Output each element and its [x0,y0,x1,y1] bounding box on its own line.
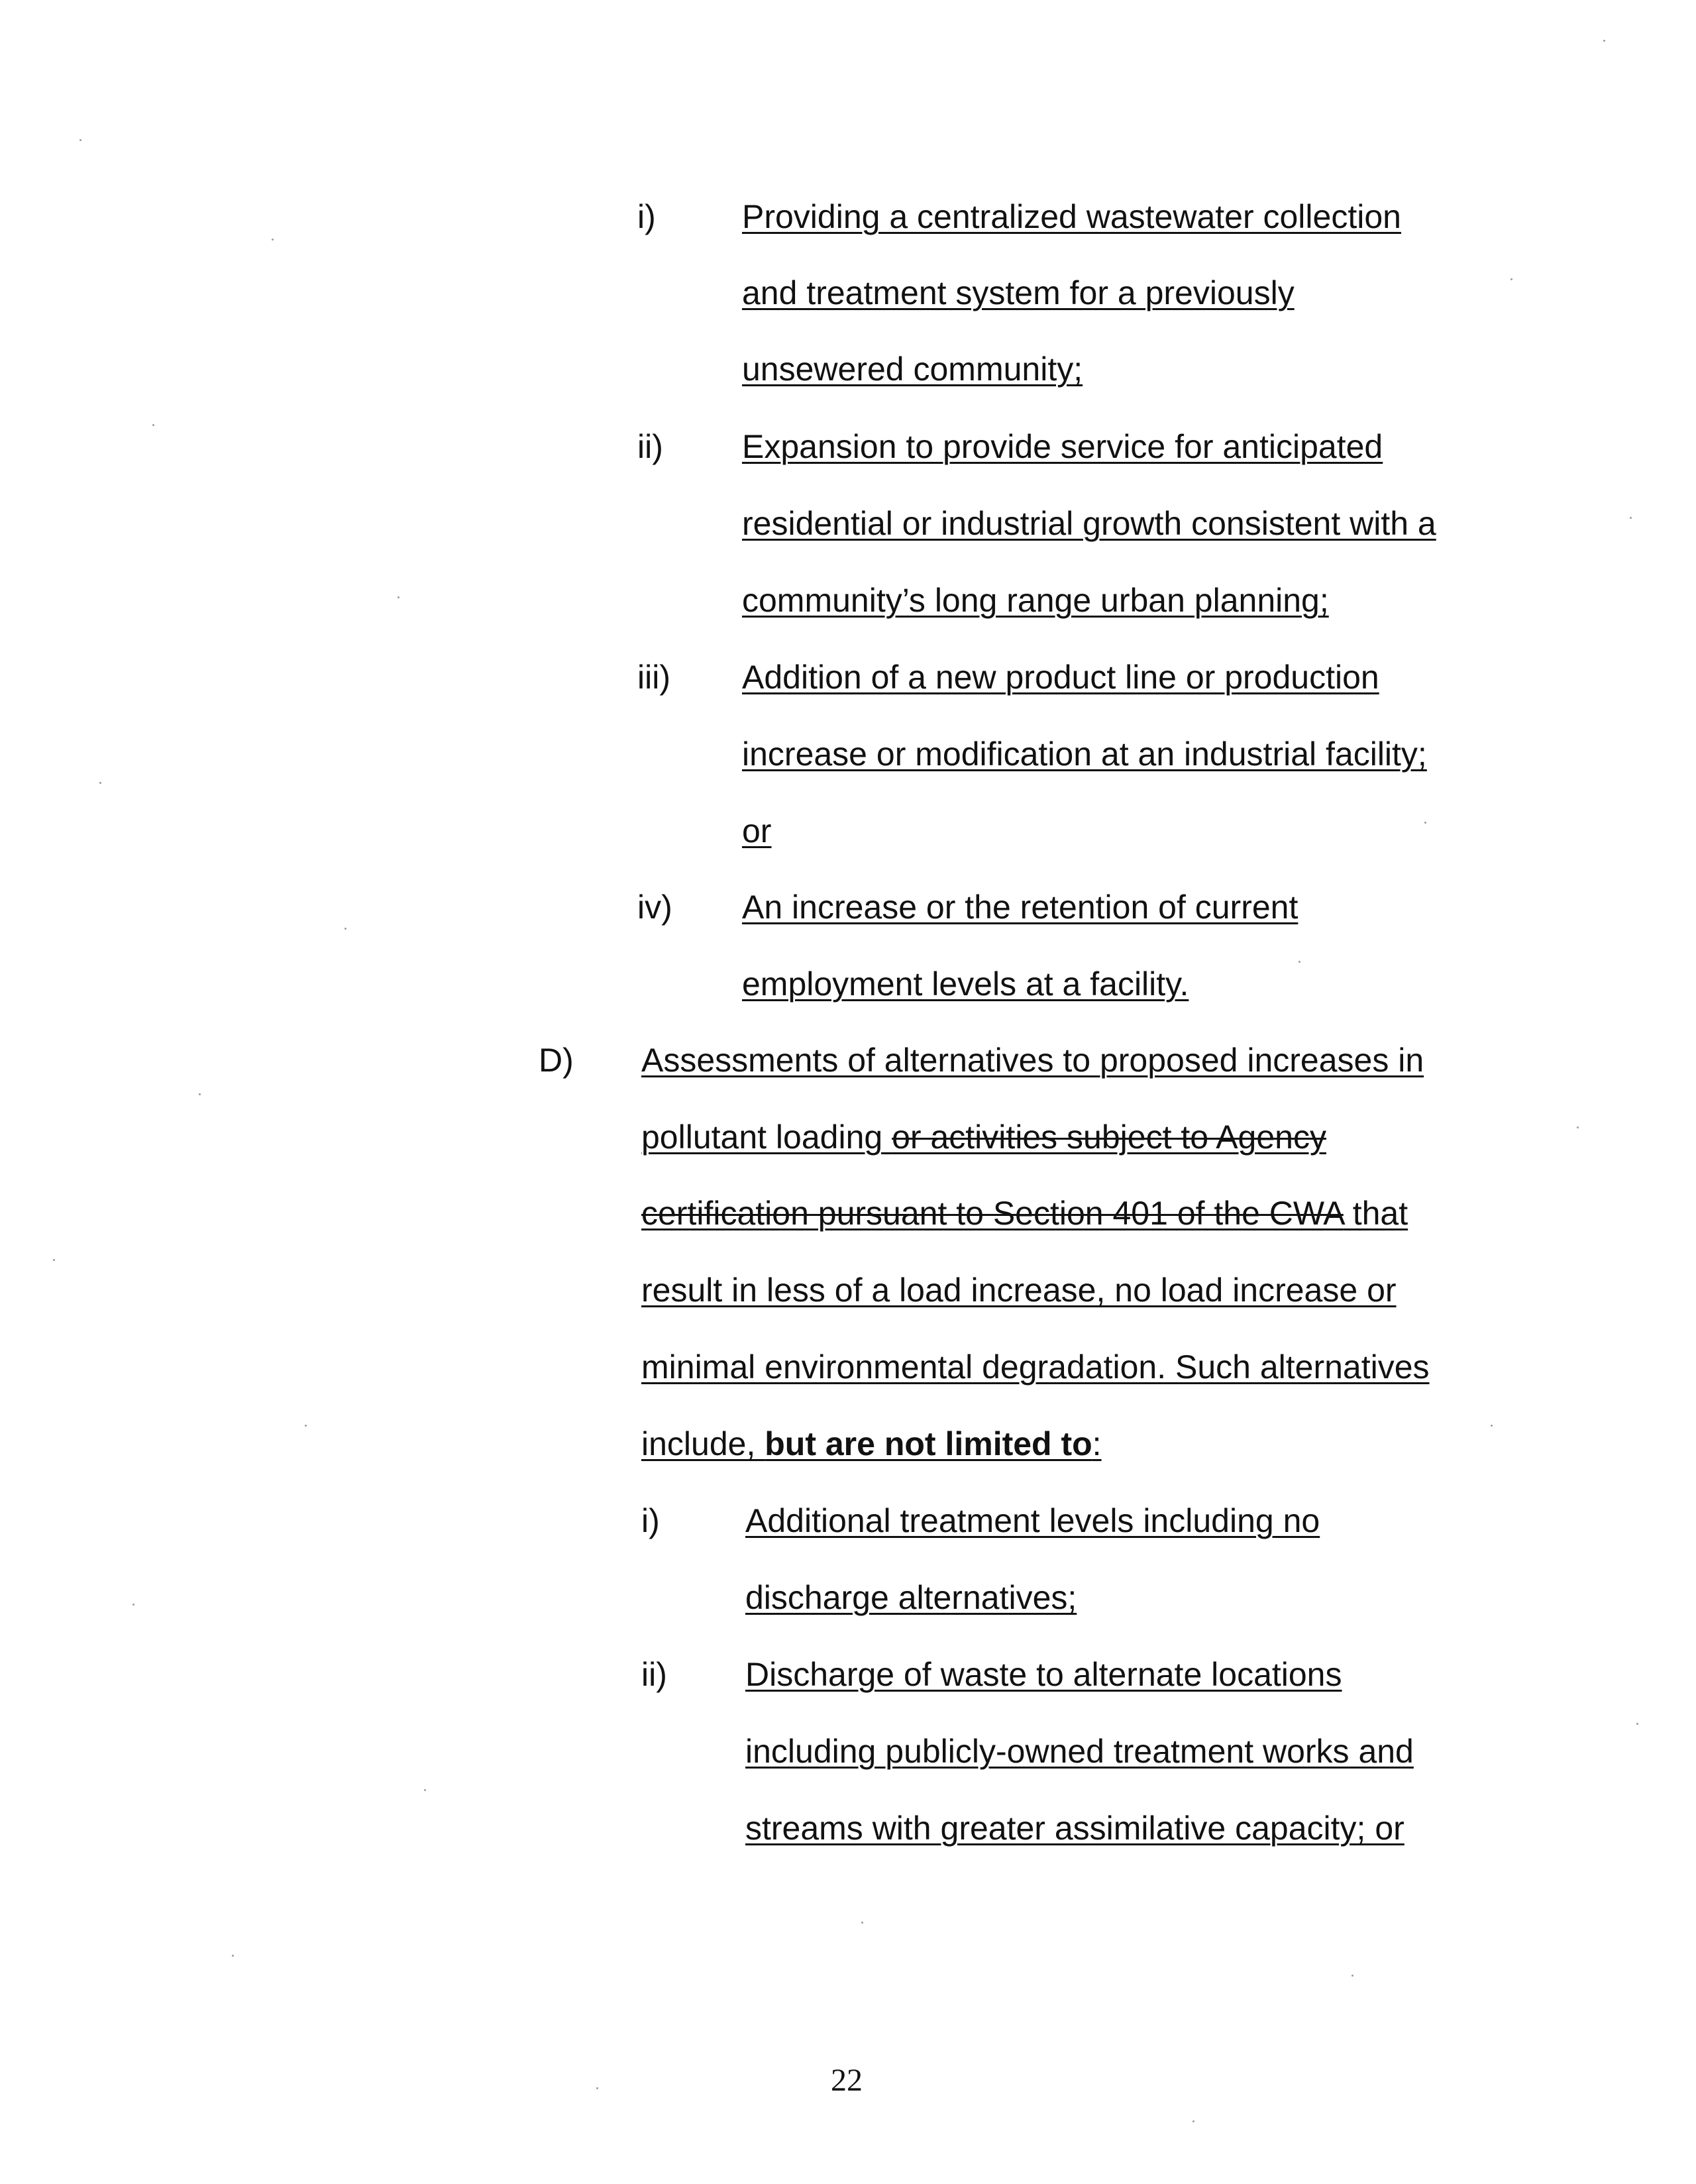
item-text-line: residential or industrial growth consistent with a [742,505,1436,542]
item-text-line: or [742,812,772,849]
item-text-line: Addition of a new product line or production [742,659,1379,696]
item-text-line: An increase or the retention of current [742,889,1298,926]
item-text-line: including publicly-owned treatment works and [745,1733,1414,1770]
item-text-line: community’s long range urban planning; [742,582,1329,619]
item-text-line: streams with greater assimilative capacity; or [745,1810,1404,1847]
item-text-line: unsewered community; [742,351,1083,388]
deleted-text: certification pursuant to Section 401 of the CWA [641,1195,1344,1232]
section-text-line: pollutant loading or activities subject to Agency [641,1119,1326,1156]
item-text-line: Additional treatment levels including no [745,1502,1320,1539]
bold-emphasis: but are not limited to [765,1425,1092,1462]
item-text-line: employment levels at a facility. [742,965,1189,1003]
item-text-line: discharge alternatives; [745,1579,1077,1616]
page-number: 22 [831,2063,863,2098]
item-marker: iii) [637,659,670,696]
item-marker: iv) [637,889,672,926]
section-marker: D) [539,1042,574,1079]
item-text-line: and treatment system for a previously [742,274,1295,311]
section-text-line: include, but are not limited to: [641,1425,1102,1462]
item-marker: i) [641,1502,660,1539]
item-marker: ii) [641,1656,667,1693]
item-marker: i) [637,198,656,235]
item-text-line: increase or modification at an industrial facility; [742,736,1427,773]
section-text-line: Assessments of alternatives to proposed increases in [641,1042,1424,1079]
item-marker: ii) [637,428,663,465]
section-text-line: minimal environmental degradation. Such alternatives [641,1348,1430,1386]
section-text-line: certification pursuant to Section 401 of the CWA that [641,1195,1408,1232]
deleted-text: or activities subject to Agency [892,1119,1326,1156]
item-text-line: Expansion to provide service for anticipated [742,428,1383,465]
item-text-line: Providing a centralized wastewater collection [742,198,1401,235]
item-text-line: Discharge of waste to alternate locations [745,1656,1342,1693]
section-text-line: result in less of a load increase, no load increase or [641,1272,1397,1309]
